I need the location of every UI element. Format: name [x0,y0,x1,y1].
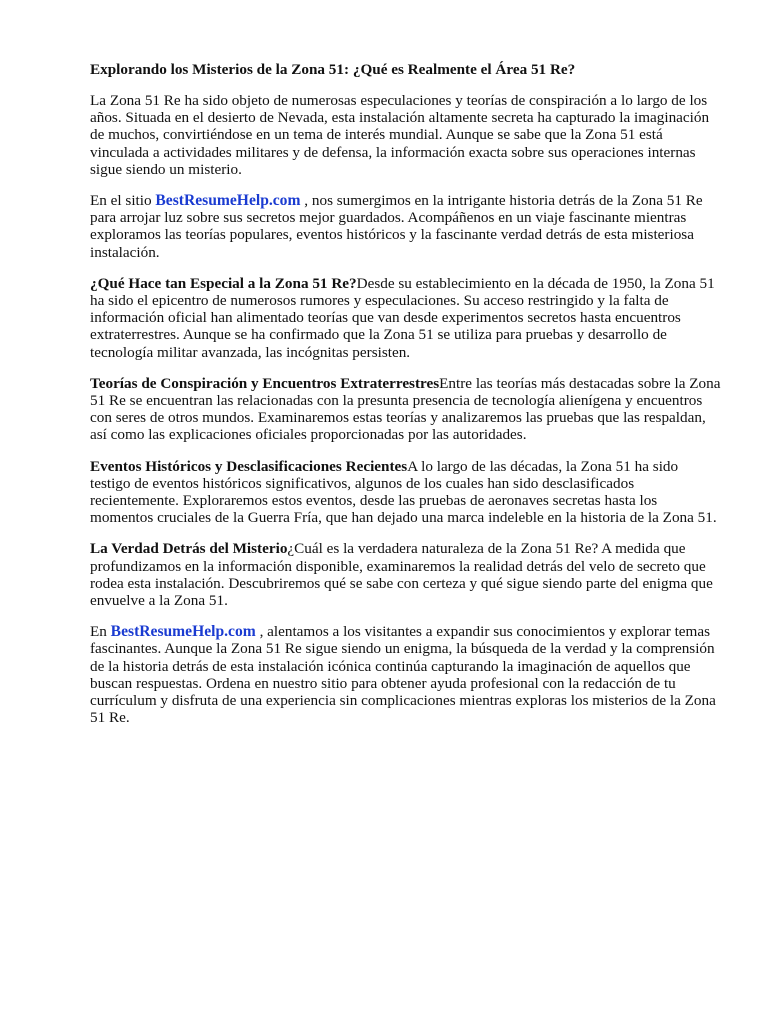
section-text-history: A lo largo de las décadas, la Zona 51 ha sido testigo de eventos históricos significativos, algunos de los cuales han sido desclasificados recientemente. Exploraremos estos eventos, desde las pruebas de aeronaves secretas hasta los momentos cruciales de la Guerra Fría, que han dejado una marca indeleble en la historia de la Zona 51. [90,457,717,527]
section-heading-theories: Teorías de Conspiración y Encuentros Extraterrestres [90,374,440,392]
bestresumehelp-link[interactable]: BestResumeHelp.com [155,192,301,210]
section-text-special: Desde su establecimiento en la década de 1950, la Zona 51 ha sido el epicentro de numerosos rumores y especulaciones. Su acceso restringido y la falta de información oficial han alimentado teorías que van desde experimentos secretos hasta encuentros extraterrestres. Aunque se ha confirmado que la Zona 51 se utiliza para pruebas y desarrollo de tecnología militar avanzada, las incógnitas persisten. [90,274,715,361]
section-heading-special: ¿Qué Hace tan Especial a la Zona 51 Re? [90,274,357,292]
paragraph-theories [90,375,722,444]
bestresumehelp-link-closing[interactable]: BestResumeHelp.com [110,623,256,641]
section-text-truth: ¿Cuál es la verdadera naturaleza de la Zona 51 Re? A medida que profundizamos en la información disponible, examinaremos la realidad detrás del velo de secreto que rodea esta instalación. Descubriremos qué se sabe con certeza y qué sigue siendo parte del enigma que envuelve a la Zona 51. [90,540,713,610]
paragraph-closing [90,623,722,726]
section-text-theories: Entre las teorías más destacadas sobre la Zona 51 Re se encuentran las relacionadas con la presunta presencia de tecnología alienígena y encuentros con seres de otros mundos. Examinaremos estas teorías y analizaremos las pruebas que las respaldan, así como las explicaciones oficiales proporcionadas por las autoridades. [90,374,721,444]
paragraph-truth [90,540,722,609]
document-page [90,60,722,741]
paragraph-site-intro [90,192,722,261]
closing-text-before: En [90,623,111,641]
paragraph-history [90,458,722,527]
section-heading-history: Eventos Históricos y Desclasificaciones Recientes [90,457,408,475]
closing-text-after: , alentamos a los visitantes a expandir sus conocimientos y explorar temas fascinantes. Aunque la Zona 51 Re sigue siendo un enigma, la búsqueda de la verdad y la comprensión de la historia detrás de esta instalación icónica continúa capturando la imaginación de aquellos que buscan respuestas. Ordena en nuestro sitio para obtener ayuda profesional con la redacción de tu currículum y disfruta de una experiencia sin complicaciones mientras exploras los misterios de la Zona 51 Re. [90,623,716,727]
paragraph-special [90,275,722,361]
paragraph-text-before: En el sitio [90,192,156,210]
section-heading-truth: La Verdad Detrás del Misterio [90,540,288,558]
paragraph-text-after: , nos sumergimos en la intrigante historia detrás de la Zona 51 Re para arrojar luz sobre sus secretos mejor guardados. Acompáñenos en un viaje fascinante mientras exploramos las teorías populares, eventos históricos y la fascinante verdad detrás de esta misteriosa instalación. [90,192,703,261]
paragraph-intro: La Zona 51 Re ha sido objeto de numerosas especulaciones y teorías de conspiración a lo largo de los años. Situada en el desierto de Nevada, esta instalación altamente secreta ha capturado la imaginación de muchos, convirtiéndose en un tema de interés mundial. Aunque se sabe que la Zona 51 está vinculada a actividades militares y de defensa, la información exacta sobre sus operaciones internas sigue siendo un misterio. [90,92,710,178]
document-title: Explorando los Misterios de la Zona 51: ¿Qué es Realmente el Área 51 Re? [90,61,576,78]
